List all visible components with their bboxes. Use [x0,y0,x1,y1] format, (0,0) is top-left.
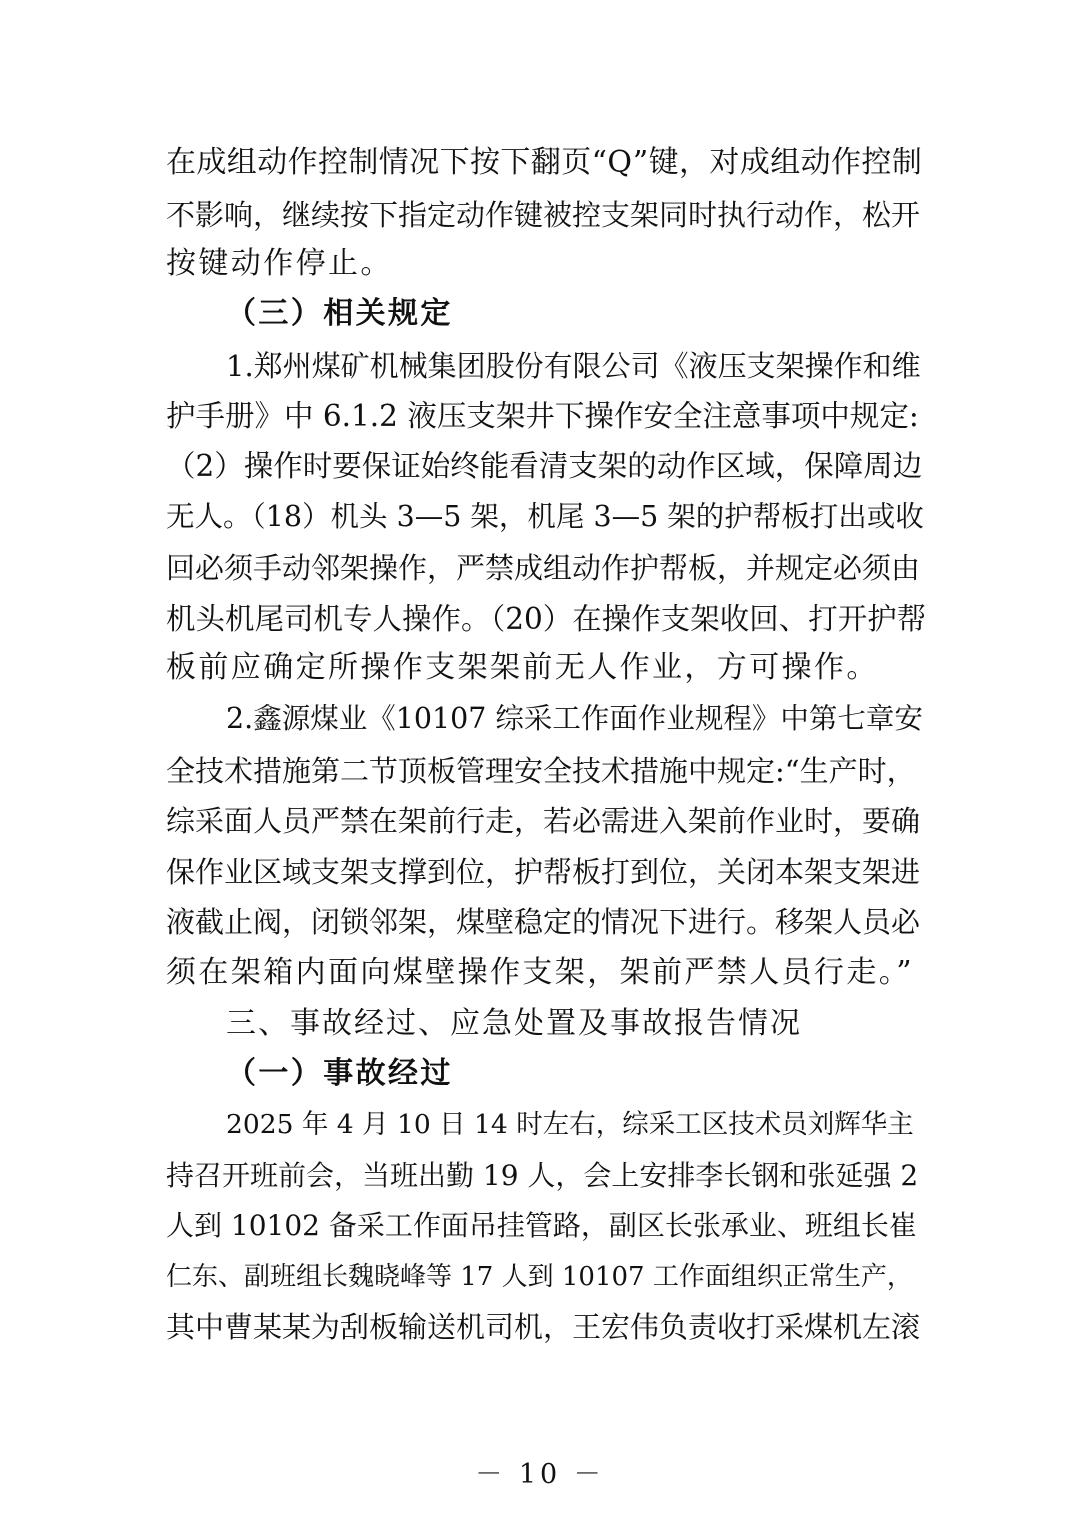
section-heading: 三、事故经过、应急处置及事故报告情况 [226,1006,802,1041]
page-number: － 10 － [475,1459,605,1490]
body-text-line: 人到 10102 备采工作面吊挂管路，副区长张承业、班组长崔 [166,1209,917,1242]
body-text-line: 板前应确定所操作支架架前无人作业，方可操作。 [166,650,879,685]
body-text-line: 仁东、副班组长魏晓峰等 17 人到 10107 工作面组织正常生产， [166,1262,913,1292]
body-text-line: 综采面人员严禁在架前行走，若必需进入架前作业时，要确 [166,804,921,838]
body-text-line: 机头机尾司机专人操作。（20）在操作支架收回、打开护帮 [166,602,927,636]
body-text-line: 护手册》中 6.1.2 液压支架井下操作安全注意事项中规定: [166,399,919,433]
body-text-line: 全技术措施第二节顶板管理安全技术措施中规定:“生产时， [166,754,916,788]
body-text-line: 无人。（18）机头 3—5 架，机尾 3—5 架的护帮板打出或收 [166,500,924,533]
subsection-heading: （三）相关规定 [226,296,453,331]
body-text-line: 持召开班前会，当班出勤 19 人，会上安排李长钢和张延强 2 [166,1159,919,1192]
body-text-line: （2）操作时要保证始终能看清支架的动作区域，保障周边 [166,449,923,483]
body-text-line: 按键动作停止。 [166,246,393,281]
body-text-line: 不影响，继续按下指定动作键被控支架同时执行动作，松开 [166,198,921,232]
body-text-line: 1.郑州煤矿机械集团股份有限公司《液压支架操作和维 [226,349,921,383]
body-text-line: 2.鑫源煤业《10107 综采工作面作业规程》中第七章安 [226,702,923,735]
body-text-line: 保作业区域支架支撑到位，护帮板打到位，关闭本架支架进 [166,855,921,889]
body-text-line: 回必须手动邻架操作，严禁成组动作护帮板，并规定必须由 [166,551,921,585]
subsection-heading: （一）事故经过 [226,1056,453,1091]
body-text-line: 在成组动作控制情况下按下翻页“Q”键，对成组动作控制 [166,145,923,180]
body-text-line: 其中曹某某为刮板输送机司机，王宏伟负责收打采煤机左滚 [166,1310,921,1344]
body-text-line: 须在架箱内面向煤壁操作支架，架前严禁人员行走。” [166,955,914,990]
body-text-line: 液截止阀，闭锁邻架，煤壁稳定的情况下进行。移架人员必 [166,905,921,939]
body-text-line: 2025 年 4 月 10 日 14 时左右，综采工区技术员刘辉华主 [226,1109,914,1140]
